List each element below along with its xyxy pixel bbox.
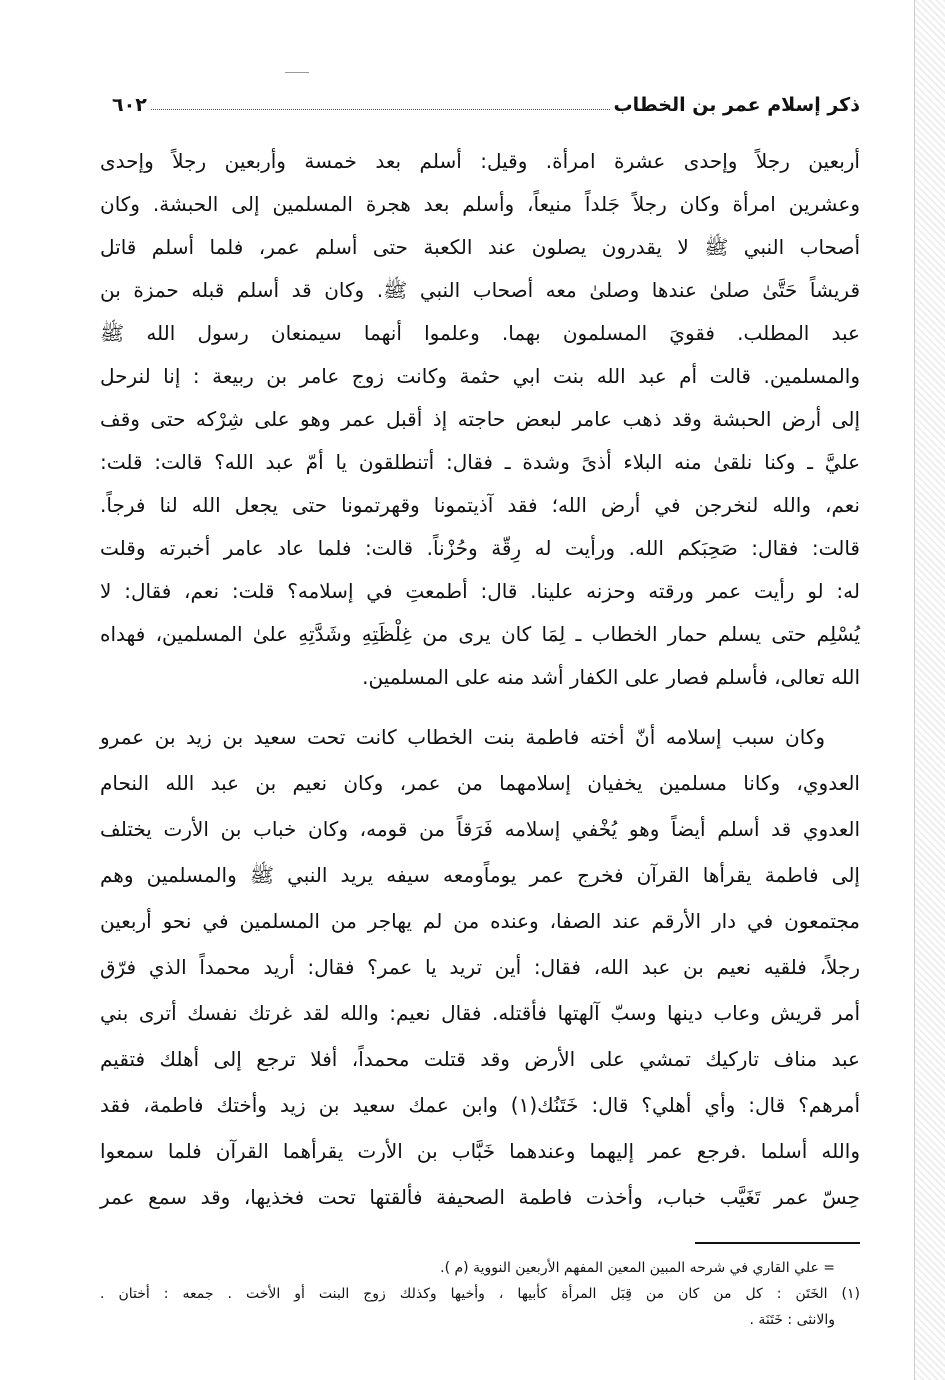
footnote-1: (١) الخَتَن : كل من كان من قِبَل المرأة كأبيها ، وأخيها وكذلك زوج البنت أو الأخت . جمعه : أختان .	[100, 1286, 860, 1302]
text-line: العدوي، وكانا مسلمين يخفيان إسلامهما من عمر، وكان نعيم بن عبد الله النحام	[100, 771, 860, 795]
text-line: أصحاب النبي ﷺ لا يقدرون يصلون عند الكعبة حتى أسلم عمر، فلما أسلم قاتل	[100, 235, 860, 259]
text-line: العدوي قد أسلم أيضاً وهو يُخْفي إسلامه فَرَقاً من قومه، وكان خباب بن الأرت يختلف	[100, 817, 860, 841]
text-line: حِسّ عمر تَغَيَّب خباب، وأخذت فاطمة الصحيفة فألقتها تحت فخذيها، وقد سمع عمر	[100, 1185, 860, 1209]
text-line: أمرهم؟ قال: وأي أهلي؟ قال: خَتَنُك(١) وابن عمك سعيد بن زيد وأختك فاطمة، فقد	[100, 1093, 860, 1117]
text-line: الله تعالى، فأسلم فصار على الكفار أشد منه على المسلمين.	[362, 665, 860, 689]
footnote-continuation: = علي القاري في شرحه المبين المعين المفهم الأربعين النووية (م ).	[440, 1260, 835, 1276]
text-line: وكان سبب إسلامه أنّ أخته فاطمة بنت الخطاب كانت تحت سعيد بن زيد بن عمرو	[100, 725, 825, 749]
text-line: إلى أرض الحبشة وقد ذهب عامر لبعض حاجته إذ أقبل عمر وهو على شِرْكه حتى وقف	[100, 407, 860, 431]
page-number: ٦٠٢	[112, 94, 147, 116]
footnote-separator	[695, 1242, 860, 1244]
text-line: أمر قريش وعاب دينها وسبّ آلهتها فأقتله. فقال نعيم: والله لقد غرتك نفسك أترى بني	[100, 1001, 860, 1025]
footnote-1-continued: والانثى : خَتَنَة .	[749, 1312, 835, 1328]
text-line: رجلاً، فلقيه نعيم بن عبد الله، فقال: أين تريد يا عمر؟ فقال: أريد محمداً الذي فرّق	[100, 955, 860, 979]
text-line: قالت: فقال: صَحِبَكم الله. ورأيت له رِقّة وحُزْناً. قالت: فلما عاد عامر أخبرته وقلت	[100, 536, 860, 560]
text-line: أربعين رجلاً وإحدى عشرة امرأة. وقيل: أسلم بعد خمسة وأربعين رجلاً وإحدى	[100, 149, 860, 173]
text-line: عبد المطلب. فقويَ المسلمون بهما. وعلموا أنهما سيمنعان رسول الله ﷺ	[100, 321, 860, 345]
text-line: نعم، والله لنخرجن في أرض الله؛ فقد آذيتمونا وقهرتمونا حتى يجعل الله لنا فرجاً.	[100, 493, 860, 517]
running-header	[112, 86, 860, 116]
text-line: يُسْلِم حتى يسلم حمار الخطاب ـ لِمَا كان يرى من غِلْظَتِهِ وشَدَّتِهِ علىٰ المسلمين، فهداه	[100, 622, 860, 646]
text-line: عبد مناف تاركيك تمشي على الأرض وقد قتلت محمداً، أفلا ترجع إلى أهلك فتقيم	[100, 1047, 860, 1071]
text-line: وعشرين امرأة وكان رجلاً جَلداً منيعاً، وأسلم بعد هجرة المسلمين إلى الحبشة. وكان	[100, 192, 860, 216]
text-line: قريشاً حَتَّىٰ صلىٰ عندها وصلىٰ معه أصحاب النبي ﷺ. وكان قد أسلم قبله حمزة بن	[100, 278, 860, 302]
dotted-leader	[151, 109, 610, 110]
scan-page-edge	[914, 0, 945, 1380]
scan-mark	[285, 72, 309, 73]
text-line: إلى فاطمة يقرأها القرآن فخرج عمر يوماًومعه سيفه يريد النبي ﷺ والمسلمين وهم	[100, 863, 860, 887]
text-line: والله أسلما .فرجع عمر إليهما وعندهما خَبَّاب بن الأرت يقرأهما القرآن فلما سمعوا	[100, 1139, 860, 1163]
text-line: والمسلمين. قالت أم عبد الله بنت ابي حثمة وكانت زوج عامر بن ربيعة : إنا لنرحل	[100, 364, 860, 388]
text-line: مجتمعون في دار الأرقم عند الصفا، وعنده من لم يهاجر من المسلمين في نحو أربعين	[100, 909, 860, 933]
text-line: له: لو رأيت عمر ورقته وحزنه علينا. قال: أطمعتِ في إسلامه؟ قلت: نعم، فقال: لا	[100, 579, 860, 603]
text-line: عليَّ ـ وكنا نلقىٰ منه البلاء أذىً وشدة ـ فقال: أتنطلقون يا أمّ عبد الله؟ قالت: قلت:	[100, 450, 860, 474]
chapter-title: ذكر إسلام عمر بن الخطاب	[613, 94, 860, 116]
